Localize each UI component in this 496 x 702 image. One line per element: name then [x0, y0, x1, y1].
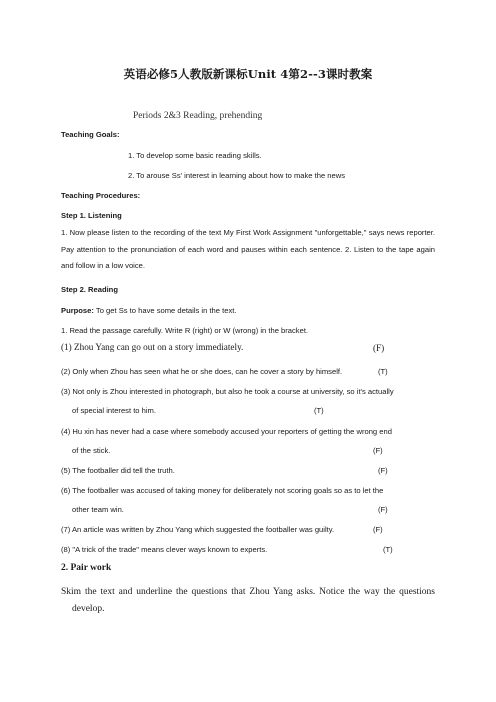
- question-1: (1) Zhou Yang can go out on a story immediately.: [61, 342, 244, 352]
- purpose-text: To get Ss to have some details in the text.: [95, 306, 237, 315]
- pair-work-heading: 2. Pair work: [61, 563, 112, 573]
- answer-2: (T): [378, 367, 388, 376]
- answer-3: (T): [314, 406, 324, 415]
- answer-6: (F): [378, 505, 388, 514]
- goal-item-1: 1. To develop some basic reading skills.: [128, 151, 262, 160]
- answer-8: (T): [383, 545, 393, 554]
- question-6-line2: other team win.: [72, 505, 124, 514]
- step1-heading: Step 1. Listening: [61, 211, 122, 220]
- step1-text: 1. Now please listen to the recording of the text My First Work Assignment "unforgettable," says news reporter. Pay attention to the pronunciation of each word and pauses within each sentence. 2. Listen to the tape again and follow in a low voice.: [61, 228, 435, 270]
- question-7: (7) An article was written by Zhou Yang which suggested the footballer was guilty.: [61, 525, 335, 534]
- question-8: (8) "A trick of the trade" means clever ways known to experts.: [61, 545, 268, 554]
- goal-item-2: 2. To arouse Ss' interest in learning about how to make the news: [128, 171, 346, 180]
- purpose-line: [61, 306, 236, 315]
- question-3-line2: of special interest to him.: [72, 406, 156, 415]
- pair-work-line1: Skim the text and underline the questions that Zhou Yang asks. Notice the way the questions: [61, 587, 435, 597]
- answer-7: (F): [373, 525, 383, 534]
- teaching-goals-heading: Teaching Goals:: [61, 130, 120, 139]
- question-3-line1: (3) Not only is Zhou interested in photograph, but also he took a course at university, so it's actually: [61, 387, 394, 396]
- question-4-line2: of the stick.: [72, 446, 111, 455]
- procedures-heading: Teaching Procedures:: [61, 191, 141, 200]
- document-title: 英语必修5人教版新课标Unit 4第2--3课时教案: [123, 67, 373, 81]
- instruction-line: 1. Read the passage carefully. Write R (right) or W (wrong) in the bracket.: [61, 326, 309, 335]
- question-6-line1: (6) The footballer was accused of taking money for deliberately not scoring goals so as to let the: [61, 486, 384, 495]
- answer-4: (F): [373, 446, 383, 455]
- question-2: (2) Only when Zhou has seen what he or she does, can he cover a story by himself.: [61, 367, 343, 376]
- step2-heading: Step 2. Reading: [61, 285, 118, 294]
- purpose-label: Purpose:: [61, 306, 94, 315]
- question-4-line1: (4) Hu xin has never had a case where somebody accused your reporters of getting the wrong end: [61, 427, 392, 436]
- pair-work-line2: develop.: [72, 604, 105, 614]
- document-subtitle: Periods 2&3 Reading, prehending: [133, 111, 263, 121]
- answer-5: (F): [378, 466, 388, 475]
- question-5: (5) The footballer did tell the truth.: [61, 466, 175, 475]
- answer-1: (F): [373, 343, 385, 353]
